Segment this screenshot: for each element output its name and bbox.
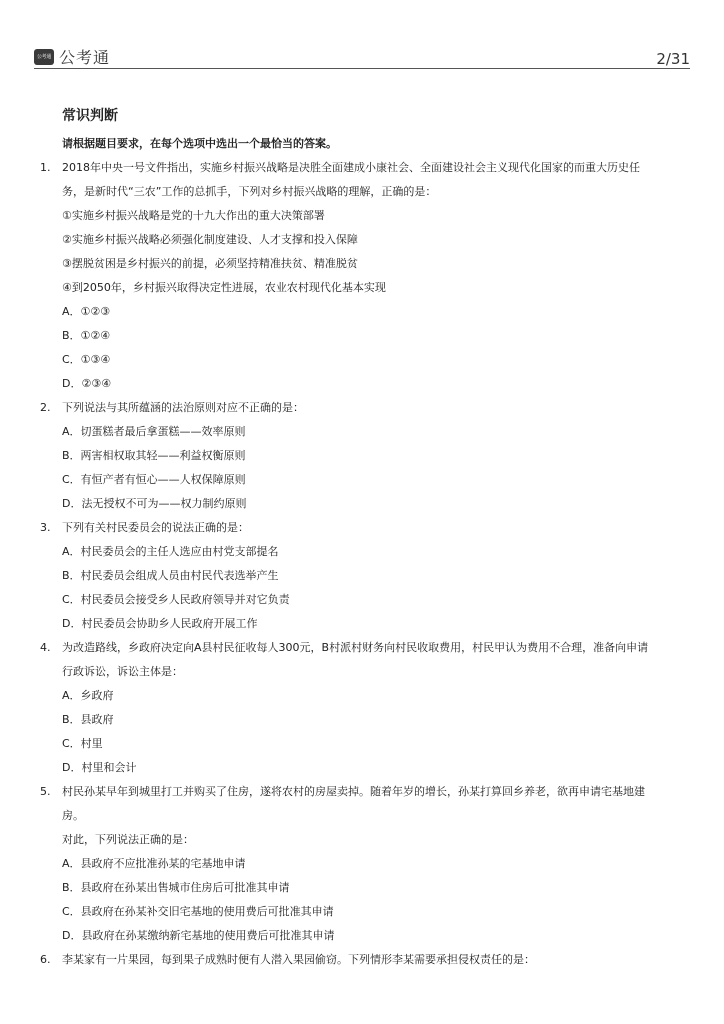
answer-option: B．两害相权取其轻——利益权衡原则 (62, 449, 246, 462)
answer-option: A．乡政府 (62, 689, 114, 702)
question-text-line: 李某家有一片果园，每到果子成熟时便有人潜入果园偷窃。下列情形李某需要承担侵权责任的是： (62, 953, 535, 966)
answer-option: C．县政府在孙某补交旧宅基地的使用费后可批准其申请 (62, 905, 334, 918)
answer-option: A．①②③ (62, 305, 111, 318)
instruction-text: 请根据题目要求，在每个选项中选出一个最恰当的答案。 (62, 137, 337, 150)
question-6 (40, 948, 690, 972)
question-number: 2. (40, 401, 51, 414)
question-list (40, 156, 690, 972)
question-number: 5. (40, 785, 51, 798)
question-number: 4. (40, 641, 51, 654)
question-text-line: 下列说法与其所蕴涵的法治原则对应不正确的是： (62, 401, 304, 414)
question-text-line: 对此，下列说法正确的是： (62, 833, 194, 846)
page-number: 2/31 (656, 50, 690, 68)
question-number: 1. (40, 161, 51, 174)
answer-option: C．村民委员会接受乡人民政府领导并对它负责 (62, 593, 290, 606)
question-text-line: ④到2050年，乡村振兴取得决定性进展，农业农村现代化基本实现 (62, 281, 386, 294)
answer-option: C．①③④ (62, 353, 111, 366)
section-title: 常识判断 (62, 108, 118, 124)
question-text-line: ①实施乡村振兴战略是党的十九大作出的重大决策部署 (62, 209, 325, 222)
question-text-line: 2018年中央一号文件指出，实施乡村振兴战略是决胜全面建成小康社会、全面建设社会主义现代化国家的而重大历史任 (62, 161, 640, 174)
answer-option: D．县政府在孙某缴纳新宅基地的使用费后可批准其申请 (62, 929, 335, 942)
question-text-line: 为改造路线，乡政府决定向A县村民征收每人300元，B村派村财务向村民收取费用，村民甲认为费用不合理，准备向申请 (62, 641, 649, 654)
answer-option: A．切蛋糕者最后拿蛋糕——效率原则 (62, 425, 246, 438)
answer-option: D．法无授权不可为——权力制约原则 (62, 497, 247, 510)
question-1 (40, 156, 690, 396)
answer-option: B．县政府 (62, 713, 114, 726)
question-text-line: ③摆脱贫困是乡村振兴的前提，必须坚持精准扶贫、精准脱贫 (62, 257, 358, 270)
question-4 (40, 636, 690, 780)
answer-option: B．县政府在孙某出售城市住房后可批准其申请 (62, 881, 290, 894)
answer-option: D．村里和会计 (62, 761, 137, 774)
logo (34, 45, 110, 68)
page-header (34, 40, 690, 70)
main-content (40, 104, 690, 972)
question-text-line: 行政诉讼，诉讼主体是： (62, 665, 183, 678)
question-number: 3. (40, 521, 51, 534)
question-5 (40, 780, 690, 948)
logo-text: 公考通 (59, 48, 111, 67)
answer-option: A．村民委员会的主任人选应由村党支部提名 (62, 545, 279, 558)
answer-option: C．有恒产者有恒心——人权保障原则 (62, 473, 246, 486)
question-text-line: 房。 (62, 809, 84, 822)
answer-option: A．县政府不应批准孙某的宅基地申请 (62, 857, 246, 870)
question-number: 6. (40, 953, 51, 966)
answer-option: C．村里 (62, 737, 103, 750)
answer-option: B．①②④ (62, 329, 111, 342)
header-divider (34, 68, 690, 69)
answer-option: D．村民委员会协助乡人民政府开展工作 (62, 617, 258, 630)
question-2 (40, 396, 690, 516)
answer-option: B．村民委员会组成人员由村民代表选举产生 (62, 569, 279, 582)
question-text-line: 村民孙某早年到城里打工并购买了住房，遂将农村的房屋卖掉。随着年岁的增长，孙某打算回乡养老，欲再申请宅基地建 (62, 785, 645, 798)
answer-option: D．②③④ (62, 377, 112, 390)
question-text-line: ②实施乡村振兴战略必须强化制度建设、人才支撑和投入保障 (62, 233, 358, 246)
question-text-line: 务，是新时代“三农”工作的总抓手，下列对乡村振兴战略的理解，正确的是： (62, 185, 437, 198)
logo-badge-icon: 公考通 (34, 49, 54, 65)
question-3 (40, 516, 690, 636)
question-text-line: 下列有关村民委员会的说法正确的是： (62, 521, 249, 534)
